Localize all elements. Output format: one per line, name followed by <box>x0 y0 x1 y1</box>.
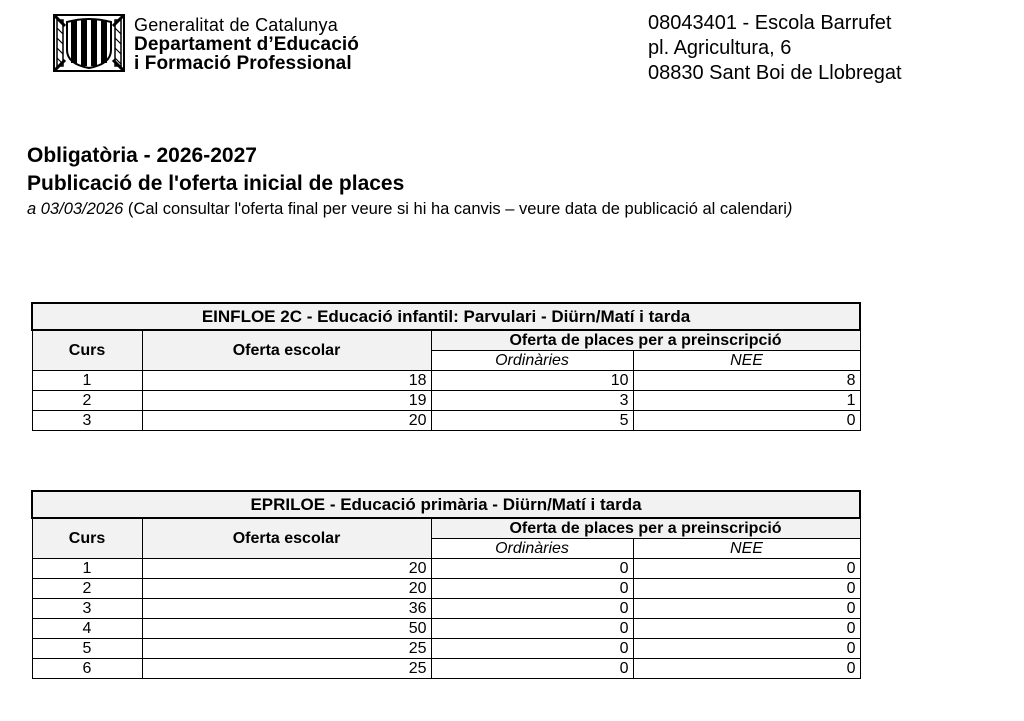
column-header-nee: NEE <box>633 351 860 371</box>
page-subtitle: Publicació de l'oferta inicial de places <box>27 172 405 195</box>
table-row <box>32 559 860 579</box>
table-row <box>32 659 860 679</box>
cell-curs: 1 <box>32 371 142 391</box>
publication-date: a 03/03/2026 <box>27 200 124 218</box>
cell-ordinaries: 0 <box>431 579 633 599</box>
cell-nee: 1 <box>633 391 860 411</box>
column-header-curs: Curs <box>32 330 142 371</box>
cell-curs: 5 <box>32 639 142 659</box>
cell-nee: 0 <box>633 619 860 639</box>
school-name: 08043401 - Escola Barrufet <box>648 12 892 34</box>
cell-curs: 6 <box>32 659 142 679</box>
cell-ordinaries: 5 <box>431 411 633 431</box>
cell-oferta: 20 <box>142 559 431 579</box>
column-header-oferta: Oferta escolar <box>142 518 431 559</box>
organization-name <box>134 16 359 73</box>
cell-nee: 8 <box>633 371 860 391</box>
cell-oferta: 20 <box>142 579 431 599</box>
cell-curs: 4 <box>32 619 142 639</box>
school-address <box>648 11 902 86</box>
table-row <box>32 411 860 431</box>
cell-nee: 0 <box>633 559 860 579</box>
column-header-curs: Curs <box>32 518 142 559</box>
table-title: EPRILOE - Educació primària - Diürn/Matí i tarda <box>32 491 860 518</box>
school-street: pl. Agricultura, 6 <box>648 37 792 59</box>
column-header-ordinaries: Ordinàries <box>431 539 633 559</box>
cell-ordinaries: 3 <box>431 391 633 411</box>
cell-ordinaries: 10 <box>431 371 633 391</box>
cell-nee: 0 <box>633 659 860 679</box>
cell-ordinaries: 0 <box>431 639 633 659</box>
table-row <box>32 579 860 599</box>
cell-oferta: 20 <box>142 411 431 431</box>
offer-table-infantil <box>31 302 861 431</box>
publication-note <box>27 198 792 220</box>
page-title: Obligatòria - 2026-2027 <box>27 144 257 167</box>
cell-curs: 3 <box>32 411 142 431</box>
cell-curs: 3 <box>32 599 142 619</box>
cell-oferta: 36 <box>142 599 431 619</box>
cell-curs: 2 <box>32 579 142 599</box>
cell-oferta: 25 <box>142 639 431 659</box>
table-row <box>32 599 860 619</box>
column-header-group: Oferta de places per a preinscripció <box>431 330 860 351</box>
note-close-paren: ) <box>786 200 793 218</box>
cell-ordinaries: 0 <box>431 619 633 639</box>
table-row <box>32 619 860 639</box>
column-header-ordinaries: Ordinàries <box>431 351 633 371</box>
cell-nee: 0 <box>633 579 860 599</box>
cell-nee: 0 <box>633 411 860 431</box>
cell-curs: 1 <box>32 559 142 579</box>
org-line-3: i Formació Professional <box>134 53 352 74</box>
cell-oferta: 50 <box>142 619 431 639</box>
note-text: Cal consultar l'oferta final per veure si hi ha canvis – veure data de publicació al calendari <box>133 200 787 218</box>
org-line-2: Departament d’Educació <box>134 34 359 55</box>
column-header-nee: NEE <box>633 539 860 559</box>
cell-ordinaries: 0 <box>431 659 633 679</box>
cell-oferta: 19 <box>142 391 431 411</box>
offer-table-primaria <box>31 490 861 679</box>
generalitat-logo-icon <box>53 14 125 72</box>
table-row <box>32 391 860 411</box>
org-line-1: Generalitat de Catalunya <box>134 15 338 35</box>
cell-ordinaries: 0 <box>431 599 633 619</box>
cell-nee: 0 <box>633 599 860 619</box>
table-title: EINFLOE 2C - Educació infantil: Parvulari - Diürn/Matí i tarda <box>32 303 860 330</box>
school-city: 08830 Sant Boi de Llobregat <box>648 62 902 84</box>
column-header-oferta: Oferta escolar <box>142 330 431 371</box>
cell-nee: 0 <box>633 639 860 659</box>
table-row <box>32 639 860 659</box>
cell-ordinaries: 0 <box>431 559 633 579</box>
note-open-paren: ( <box>123 200 134 218</box>
cell-curs: 2 <box>32 391 142 411</box>
cell-oferta: 25 <box>142 659 431 679</box>
cell-oferta: 18 <box>142 371 431 391</box>
page-heading <box>27 142 792 220</box>
column-header-group: Oferta de places per a preinscripció <box>431 518 860 539</box>
table-row <box>32 371 860 391</box>
